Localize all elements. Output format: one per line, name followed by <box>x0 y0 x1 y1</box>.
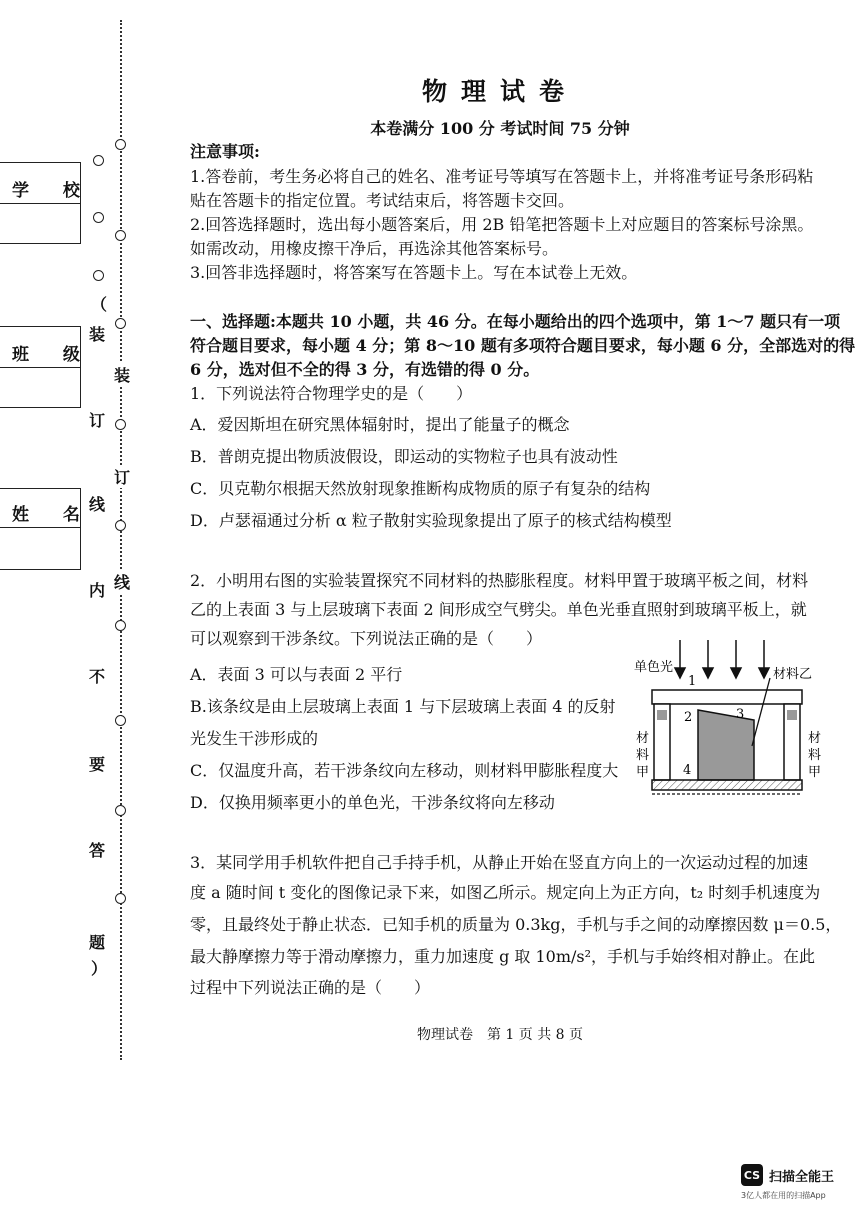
notice-line: 贴在答题卡的指定位置。考试结束后，将答题卡交回。 <box>190 191 575 210</box>
material-a-left-label: 材 <box>636 731 650 746</box>
notice-line: 如需改动，用橡皮擦干净后，再选涂其他答案标号。 <box>190 239 559 258</box>
surface-4-label: 4 <box>683 763 692 778</box>
binding-text: 题 <box>89 933 106 952</box>
svg-text:料: 料 <box>808 748 822 763</box>
binding-text: 订 <box>89 411 106 430</box>
page-title: 物理试卷 <box>421 77 578 106</box>
section-heading: 一、选择题:本题共 10 小题，共 46 分。在每小题给出的四个选项中，第 1～7 题只有一项 <box>190 312 841 331</box>
material-a-right-label: 材 <box>808 731 822 746</box>
binding-text: 不 <box>89 667 106 686</box>
notice-line: 3.回答非选择题时，将答案写在答题卡上。写在本试卷上无效。 <box>190 263 638 282</box>
question-2-option-b-cont: 光发生干涉形成的 <box>190 729 319 748</box>
question-1-option-a: A．爱因斯坦在研究黑体辐射时，提出了能量子的概念 <box>190 415 570 434</box>
question-2-option-d: D．仅换用频率更小的单色光，干涉条纹将向左移动 <box>190 793 555 812</box>
binding-text: （ <box>91 295 108 314</box>
binding-hole <box>93 212 104 223</box>
notice-line: 2.回答选择题时，选出每小题答案后，用 2B 铅笔把答题卡上对应题目的答案标号涂黑。 <box>190 215 814 234</box>
question-3-stem: 零，且最终处于静止状态．已知手机的质量为 0.3kg，手机与手之间的动摩擦因数 μ＝0.5， <box>190 915 842 934</box>
incident-light-arrows <box>675 640 769 678</box>
binding-hole <box>115 520 126 531</box>
question-2-stem: 乙的上表面 3 与上层玻璃下表面 2 间形成空气劈尖。单色光垂直照射到玻璃平板上，就 <box>190 600 807 619</box>
binding-hole <box>115 318 126 329</box>
question-2-option-c: C．仅温度升高，若干涉条纹向左移动，则材料甲膨胀程度大 <box>190 761 619 780</box>
surface-2-label: 2 <box>684 710 693 725</box>
light-label: 单色光 <box>634 660 674 675</box>
binding-hole <box>115 893 126 904</box>
camscanner-logo-icon: CS <box>741 1164 763 1186</box>
binding-text: ） <box>91 959 108 978</box>
binding-text: 线 <box>89 495 106 514</box>
section-heading: 符合题目要求，每小题 4 分；第 8～10 题有多项符合题目要求，每小题 6 分，全部选对的得 <box>190 336 856 355</box>
question-3-stem: 最大静摩擦力等于滑动摩擦力，重力加速度 g 取 10m/s²，手机与手始终相对静止。在此 <box>190 947 816 966</box>
camscanner-watermark <box>741 1164 835 1200</box>
page-footer: 物理试卷 第 1 页 共 8 页 <box>416 1027 584 1043</box>
class-label: 班 级 <box>12 345 94 365</box>
material-b-label: 材料乙 <box>773 667 813 682</box>
camscanner-tagline: 3亿人都在用的扫描App <box>741 1191 826 1200</box>
binding-text: 线 <box>114 570 130 593</box>
question-3-stem: 3．某同学用手机软件把自己手持手机，从静止开始在竖直方向上的一次运动过程的加速 <box>190 853 809 872</box>
question-1-option-c: C．贝克勒尔根据天然放射现象推断构成物质的原子有复杂的结构 <box>190 479 651 498</box>
lower-glass-plate <box>652 780 802 790</box>
binding-dotted-line <box>120 20 122 1060</box>
binding-hole <box>115 715 126 726</box>
class-box[interactable] <box>0 326 81 408</box>
question-2-option-b: B.该条纹是由上层玻璃上表面 1 与下层玻璃上表面 4 的反射 <box>190 697 616 716</box>
question-3-stem: 度 a 随时间 t 变化的图像记录下来，如图乙所示。规定向上为正方向，t₂ 时刻手机速度为 <box>190 883 821 902</box>
section-heading: 6 分，选对但不全的得 3 分，有选错的得 0 分。 <box>190 360 540 379</box>
binding-hole <box>115 805 126 816</box>
upper-glass-plate <box>652 690 802 704</box>
question-1-stem: 1．下列说法符合物理学史的是（ ） <box>190 384 473 403</box>
name-label: 姓 名 <box>12 505 94 525</box>
camscanner-name: 扫描全能王 <box>769 1170 835 1185</box>
binding-hole <box>115 230 126 241</box>
binding-hole <box>115 419 126 430</box>
binding-hole <box>115 620 126 631</box>
material-a-left-shading <box>657 710 667 720</box>
material-b-wedge <box>698 710 754 780</box>
question-1-option-b: B．普朗克提出物质波假设，即运动的实物粒子也具有波动性 <box>190 447 618 466</box>
notice-heading: 注意事项: <box>190 142 260 161</box>
question-2-option-a: A．表面 3 可以与表面 2 平行 <box>190 665 403 684</box>
binding-text: 内 <box>89 581 106 600</box>
school-box[interactable] <box>0 162 81 244</box>
binding-hole <box>93 270 104 281</box>
svg-text:料: 料 <box>636 748 650 763</box>
notice-line: 1.答卷前，考生务必将自己的姓名、准考证号等填写在答题卡上，并将准考证号条形码粘 <box>190 167 814 186</box>
question-2-stem: 2．小明用右图的实验装置探究不同材料的热膨胀程度。材料甲置于玻璃平板之间，材料 <box>190 571 809 590</box>
binding-text: 订 <box>114 465 130 488</box>
question-1-option-d: D．卢瑟福通过分析 α 粒子散射实验现象提出了原子的核式结构模型 <box>190 511 672 530</box>
binding-hole <box>115 139 126 150</box>
binding-hole <box>93 155 104 166</box>
svg-text:甲: 甲 <box>808 765 822 780</box>
interference-apparatus-figure <box>628 638 833 798</box>
binding-text: 答 <box>89 841 106 860</box>
svg-text:甲: 甲 <box>636 765 650 780</box>
question-2-stem: 可以观察到干涉条纹。下列说法正确的是（ ） <box>190 629 543 648</box>
question-3-stem: 过程中下列说法正确的是（ ） <box>190 978 431 997</box>
surface-1-label: 1 <box>688 674 697 689</box>
surface-3-label: 3 <box>736 707 745 722</box>
binding-text: 装 <box>114 363 130 386</box>
binding-text: 要 <box>89 755 106 774</box>
binding-text: 装 <box>89 325 106 344</box>
school-label: 学 校 <box>12 181 94 201</box>
exam-info: 本卷满分 100 分 考试时间 75 分钟 <box>370 119 630 138</box>
